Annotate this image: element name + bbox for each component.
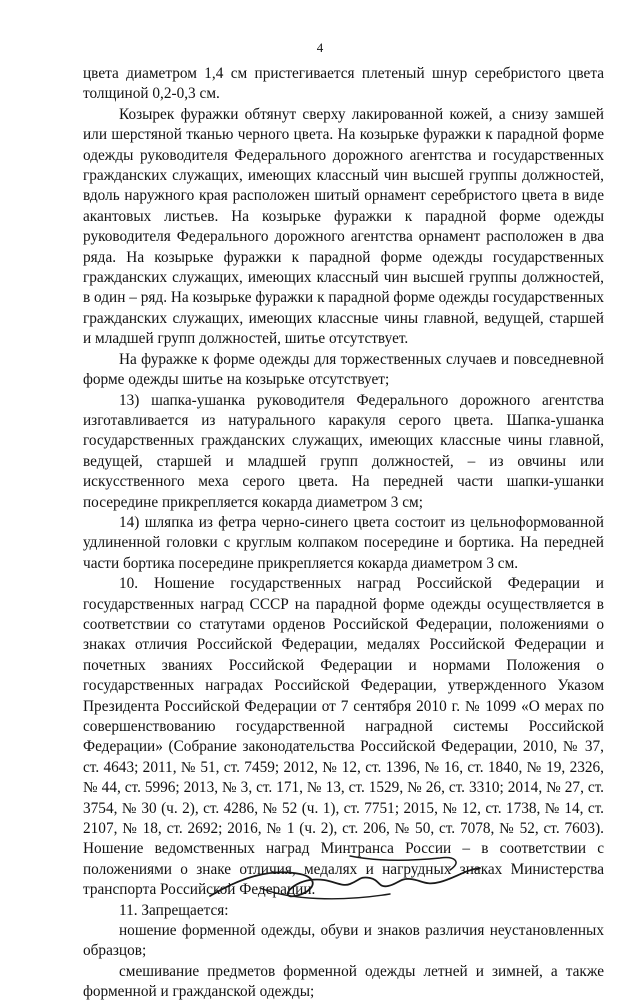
paragraph-prohibition-1: ношение форменной одежды, обуви и знаков различия неустановленных образцов; bbox=[83, 922, 604, 960]
handwritten-signature bbox=[200, 848, 500, 905]
paragraph-section-10: 10. Ношение государственных наград Российской Федерации и государственных наград СССР на парадной форме одежды осуществляется в соответствии со статутами орденов Российской Федерации, положениями о знаках отличия Российской Федерации, медалях Российской Федерации и почетных званиях Российской Федерации и нормами Положения о государственных наградах Российской Федерации, утвержденного Указом Президента Российской Федерации от 7 сентября 2010 г. № 1099 «О мерах по совершенствованию государственной наградной системы Российской Федерации» (Собрание законодательства Российской Федерации, 2010, № 37, ст. 4643; 2011, № 51, ст. 7459; 2012, № 12, ст. 1396, № 16, ст. 1840, № 19, 2326, № 44, ст. 5996; 2013, № 3, ст. 171, № 13, ст. 1529, № 26, ст. 3310; 2014, № 27, ст. 3754, № 30 (ч. 2), ст. 4286, № 52 (ч. 1), ст. 7751; 2015, № 12, ст. 1738, № 14, ст. 2107, № 18, ст. 2692; 2016, № 1 (ч. 2), ст. 206, № 50, ст. 7078, № 52, ст. 7603). Ношение ведомственных наград Минтранса России – в соответствии с положениями о знаке отличия, медалях и нагрудных знаках Министерства транспорта Российской Федерации. bbox=[83, 575, 604, 899]
page-number: 4 bbox=[316, 40, 324, 55]
paragraph-continuation: цвета диаметром 1,4 см пристегивается плетеный шнур серебристого цвета толщиной 0,2-0,3 см. bbox=[83, 65, 604, 103]
paragraph-item-14: 14) шляпка из фетра черно-синего цвета состоит из цельноформованной удлиненной головки с круглым колпаком посередине и бортика. На передней части бортика посередине прикрепляется кокарда диаметром 3 см. bbox=[83, 513, 604, 572]
paragraph-visor: Козырек фуражки обтянут сверху лакированной кожей, а снизу замшей или шерстяной тканью черного цвета. На козырьке фуражки к парадной форме одежды руководителя Федерального дорожного агентства и государственных гражданских служащих, имеющих классный чин высшей группы должностей, вдоль наружного края расположен шитый орнамент серебристого цвета в виде акантовых листьев. На козырьке фуражки к парадной форме одежды руководителя Федерального дорожного агентства орнамент расположен в два ряда. На козырьке фуражки к парадной форме одежды государственных гражданских служащих, имеющих классный чин высшей группы должностей, в один – ряд. На козырьке фуражки к парадной форме одежды государственных гражданских служащих, имеющих классные чины главной, ведущей, старшей и младшей групп должностей, шитье отсутствует. bbox=[83, 105, 604, 348]
paragraph-cap-ceremonial: На фуражке к форме одежды для торжественных случаев и повседневной форме одежды шитье на козырьке отсутствует; bbox=[83, 350, 604, 389]
paragraph-section-11: 11. Запрещается: bbox=[119, 901, 229, 919]
paragraph-item-13: 13) шапка-ушанка руководителя Федерального дорожного агентства изготавливается из натурального каракуля серого цвета. Шапка-ушанка государственных гражданских служащих, имеющих классные чины главной, ведущей, старшей и младшей групп должностей, – из овчины или искусственного меха серого цвета. На передней части шапки-ушанки посередине прикрепляется кокарда диаметром 3 см; bbox=[83, 391, 604, 511]
paragraph-prohibition-2: смешивание предметов форменной одежды летней и зимней, а также форменной и гражданской одежды; bbox=[83, 962, 604, 1001]
